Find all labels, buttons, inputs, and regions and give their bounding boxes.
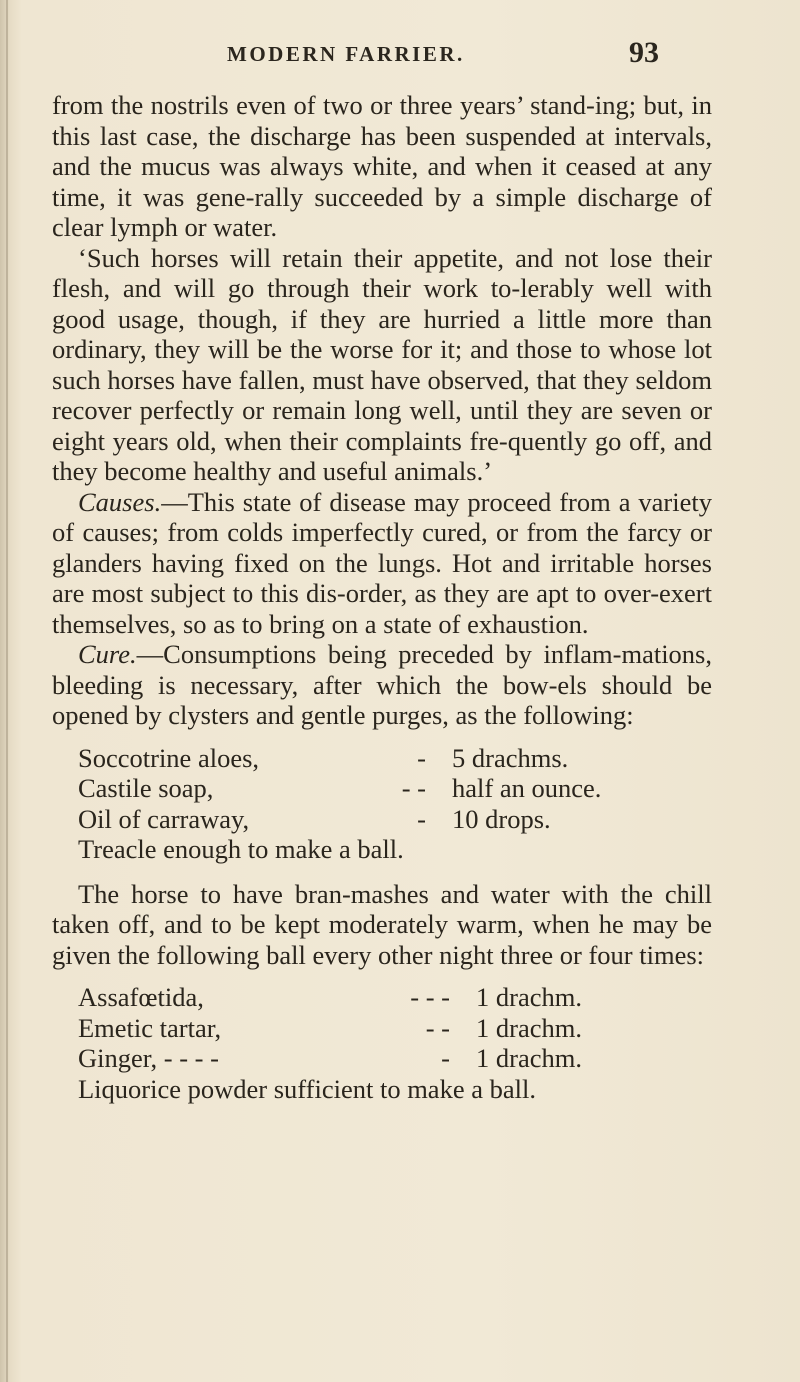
leader-dashes: - - bbox=[425, 1012, 450, 1043]
recipe-row bbox=[78, 1043, 712, 1074]
recipe-note: Liquorice powder sufficient to make a ball. bbox=[78, 1073, 536, 1104]
recipe-note-row bbox=[78, 834, 712, 865]
binding-gutter bbox=[6, 0, 8, 1382]
ingredient-quantity: half an ounce. bbox=[452, 773, 602, 803]
recipe-note-row bbox=[78, 1074, 712, 1105]
page-header bbox=[0, 36, 800, 76]
running-head: MODERN FARRIER. bbox=[227, 42, 465, 66]
recipe-row bbox=[78, 1013, 712, 1044]
cure-text: —Consumptions being preceded by inflam-mations, bleeding is necessary, after which the bow-els should be opened by clysters and gentle purges, as the following: bbox=[52, 639, 712, 730]
leader-dashes: - bbox=[441, 1043, 450, 1073]
cure-heading: Cure. bbox=[78, 639, 137, 669]
page-number: 93 bbox=[629, 36, 659, 69]
leader-dashes: - - - bbox=[410, 982, 450, 1012]
recipe-row bbox=[78, 743, 712, 774]
ingredient-name: Oil of carraway, bbox=[78, 803, 250, 834]
paragraph-quote: ‘Such horses will retain their appetite, and not lose their flesh, and will go through their work to-lerably well with good usage, though, if they are hurried a little more than ordinary, they will be the worse for it; and those to whose lot such horses have fallen, must have observed, that they seldom recover perfectly or remain long well, until they are seven or eight years old, when their complaints fre-quently go off, and they become healthy and useful animals.’ bbox=[52, 242, 712, 486]
ingredient-name: Soccotrine aloes, bbox=[78, 742, 260, 773]
leader-dashes: - bbox=[417, 803, 426, 834]
causes-heading: Causes. bbox=[78, 486, 162, 517]
body-text bbox=[52, 90, 712, 1118]
ingredient-name: Emetic tartar, bbox=[78, 1012, 222, 1043]
leader-dashes: - - bbox=[401, 773, 426, 803]
causes-text: —This state of disease may proceed from a variety of causes; from colds imperfectly cured, or from the farcy or glanders having fixed on the lungs. Hot and irritable horses are most subject to this dis-order, as they are apt to over-exert themselves, so as to bring on a state of exhaustion. bbox=[52, 486, 712, 639]
recipe-purge-ball bbox=[52, 743, 712, 865]
paragraph-cure bbox=[52, 639, 712, 731]
recipe-row bbox=[78, 773, 712, 804]
ingredient-name: Assafœtida, bbox=[78, 982, 204, 1012]
paragraph-causes bbox=[52, 487, 712, 640]
paragraph-treatment: The horse to have bran-mashes and water with the chill taken off, and to be kept moderately warm, when he may be given the following ball every other night three or four times: bbox=[52, 878, 712, 970]
ingredient-quantity: 5 drachms. bbox=[452, 742, 569, 773]
ingredient-name: Castile soap, bbox=[78, 773, 214, 803]
leader-dashes: - bbox=[417, 742, 426, 773]
recipe-note: Treacle enough to make a ball. bbox=[78, 834, 404, 864]
ingredient-quantity: 1 drachm. bbox=[476, 1043, 582, 1073]
ingredient-quantity: 1 drachm. bbox=[476, 982, 582, 1012]
ingredient-quantity: 1 drachm. bbox=[476, 1012, 582, 1043]
recipe-row bbox=[78, 982, 712, 1013]
ingredient-quantity: 10 drops. bbox=[452, 803, 551, 834]
recipe-row bbox=[78, 804, 712, 835]
paragraph-continuation: from the nostrils even of two or three years’ stand-ing; but, in this last case, the discharge has been suspended at intervals, and the mucus was always white, and when it ceased at any time, it was gene-rally succeeded by a simple discharge of clear lymph or water. bbox=[52, 90, 712, 242]
ingredient-name: Ginger, - - - - bbox=[78, 1043, 219, 1073]
recipe-tonic-ball bbox=[52, 982, 712, 1104]
